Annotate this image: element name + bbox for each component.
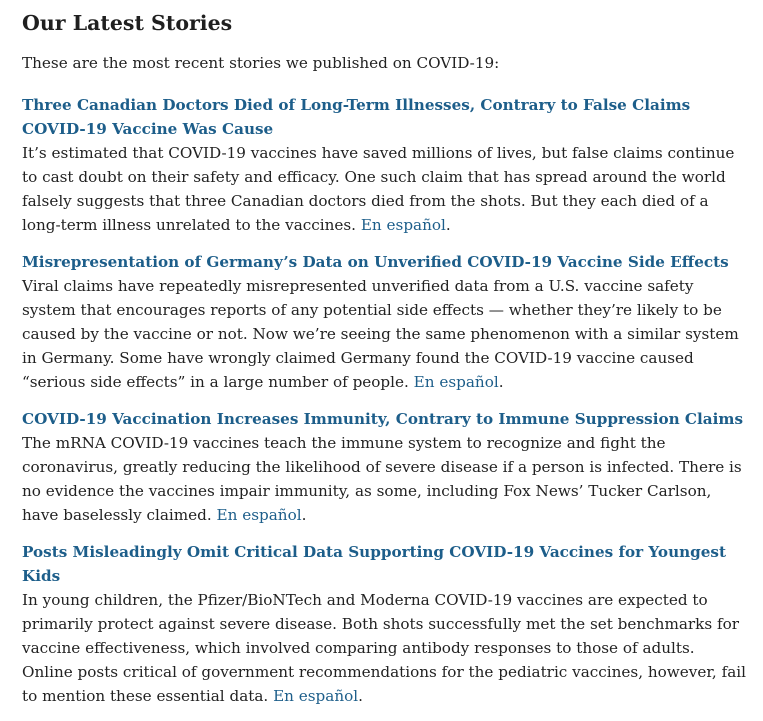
story-item [22, 93, 750, 237]
story-item [22, 540, 750, 708]
story-title-link[interactable]: Posts Misleadingly Omit Critical Data Supporting COVID-19 Vaccines for Youngest Kids [22, 543, 726, 585]
spanish-version-link[interactable]: En español [216, 506, 302, 524]
spanish-version-link[interactable]: En español [360, 216, 446, 234]
spanish-version-link[interactable]: En español [273, 687, 359, 705]
story-summary-text: Viral claims have repeatedly misrepresented unverified data from a U.S. vaccine safety system that encourages reports of any potential side effects — whether they’re likely to be caused by the vaccine or not. Now we’re seeing the same phenomenon with a similar system in Germany. Some have wrongly claimed Germany found the COVID-19 vaccine caused “serious side effects” in a large number of people. [22, 277, 739, 391]
story-summary-text: It’s estimated that COVID-19 vaccines have saved millions of lives, but false claims continue to cast doubt on their safety and efficacy. One such claim that has spread around the world falsely suggests that three Canadian doctors died from the shots. But they each died of a long-term illness unrelated to the vaccines. [22, 144, 735, 234]
story-summary: Viral claims have repeatedly misrepresented unverified data from a U.S. vaccine safety system that encourages reports of any potential side effects — whether they’re likely to be caused by the vaccine or not. Now we’re seeing the same phenomenon with a similar system in Germany. Some have wrongly claimed Germany found the COVID-19 vaccine caused “serious side effects” in a large number of people. En español. [22, 277, 739, 391]
story-summary-text: In young children, the Pfizer/BioNTech and Moderna COVID-19 vaccines are expected to primarily protect against severe disease. Both shots successfully met the set benchmarks for vaccine effectiveness, which involved comparing antibody responses to those of adults. Online posts critical of government recommendations for the pediatric vaccines, however, fail to mention these essential data. [22, 591, 746, 705]
story-summary-text: The mRNA COVID-19 vaccines teach the immune system to recognize and fight the coronavirus, greatly reducing the likelihood of severe disease if a person is infected. There is no evidence the vaccines impair immunity, as some, including Fox News’ Tucker Carlson, have baselessly claimed. [22, 434, 742, 524]
story-summary: In young children, the Pfizer/BioNTech and Moderna COVID-19 vaccines are expected to primarily protect against severe disease. Both shots successfully met the set benchmarks for vaccine effectiveness, which involved comparing antibody responses to those of adults. Online posts critical of government recommendations for the pediatric vaccines, however, fail to mention these essential data. En español. [22, 591, 746, 705]
story-title-link[interactable]: Three Canadian Doctors Died of Long-Term Illnesses, Contrary to False Claims COVID-19 Vaccine Was Cause [22, 96, 691, 138]
story-item [22, 407, 750, 527]
story-title-link[interactable]: Misrepresentation of Germany’s Data on Unverified COVID-19 Vaccine Side Effects [22, 253, 729, 271]
spanish-version-link[interactable]: En español [413, 373, 499, 391]
section-title: Our Latest Stories [22, 11, 233, 35]
story-summary: It’s estimated that COVID-19 vaccines have saved millions of lives, but false claims continue to cast doubt on their safety and efficacy. One such claim that has spread around the world falsely suggests that three Canadian doctors died from the shots. But they each died of a long-term illness unrelated to the vaccines. En español. [22, 144, 735, 234]
latest-stories-section [22, 9, 750, 721]
story-summary: The mRNA COVID-19 vaccines teach the immune system to recognize and fight the coronavirus, greatly reducing the likelihood of severe disease if a person is infected. There is no evidence the vaccines impair immunity, as some, including Fox News’ Tucker Carlson, have baselessly claimed. En español. [22, 434, 742, 524]
story-title-link[interactable]: COVID-19 Vaccination Increases Immunity, Contrary to Immune Suppression Claims [22, 410, 744, 428]
story-item [22, 250, 750, 394]
section-intro: These are the most recent stories we published on COVID-19: [22, 54, 500, 72]
